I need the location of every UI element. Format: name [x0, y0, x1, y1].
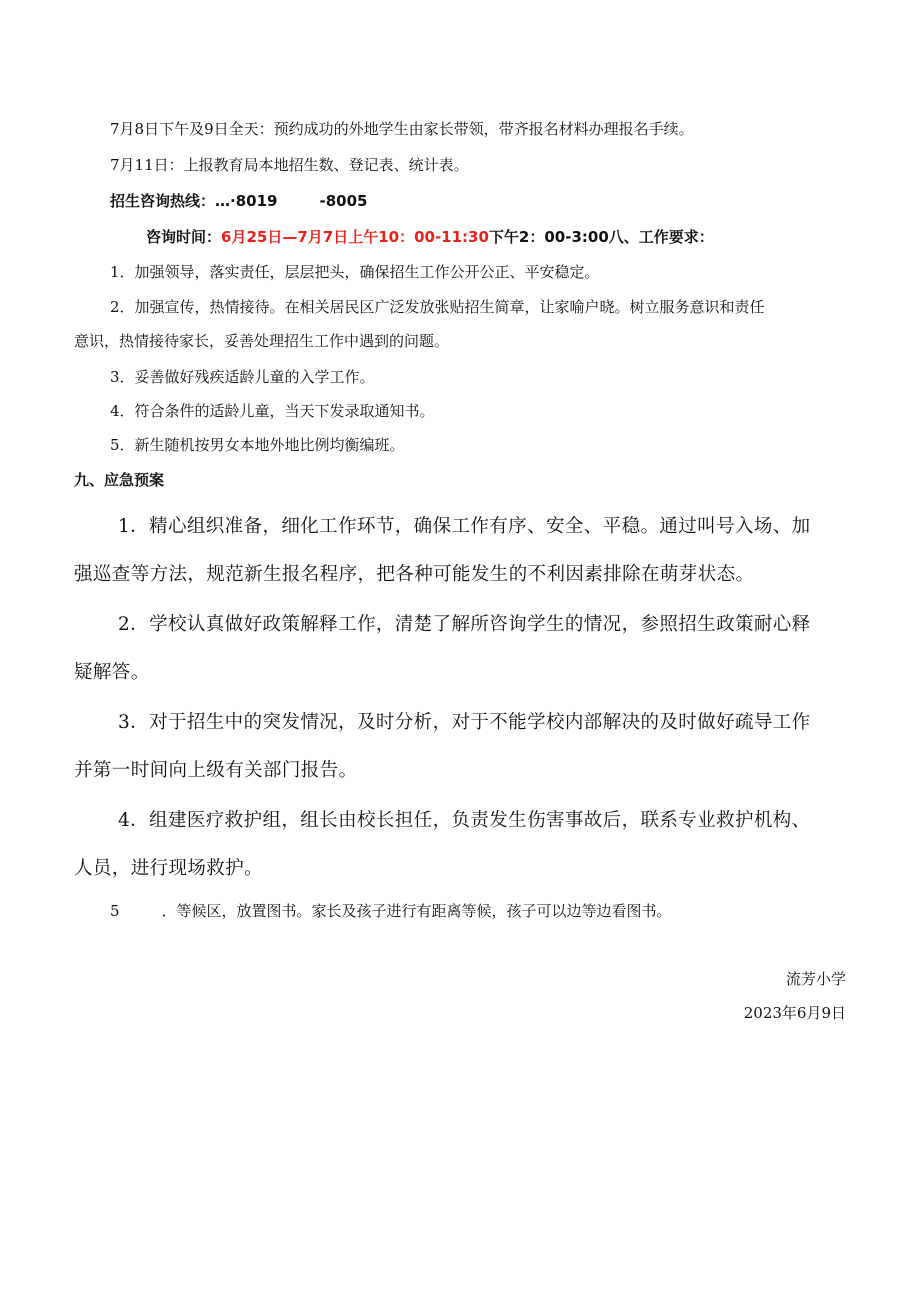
hotline: [110, 190, 367, 211]
requirement-4: 4．符合条件的适龄儿童，当天下发录取通知书。: [110, 402, 435, 420]
signature-date: 2023年6月9日: [743, 1004, 846, 1022]
consult-time: [146, 226, 714, 247]
hotline-label: 招生咨询热线：: [110, 192, 216, 210]
requirement-1: 1．加强领导，落实责任，层层把头，确保招生工作公开公正、平安稳定。: [110, 263, 600, 281]
requirement-2-cont: 意识，热情接待家长，妥善处理招生工作中遇到的问题。: [74, 332, 450, 350]
requirement-5: 5．新生随机按男女本地外地比例均衡编班。: [110, 436, 405, 454]
emergency-4-cont: 人员，进行现场救护。: [74, 858, 264, 879]
emergency-5: [110, 900, 672, 921]
requirement-2: 2．加强宣传，热情接待。在相关居民区广泛发放张贴招生简章，让家喻户晓。树立服务意识和责任: [110, 298, 765, 316]
emergency-3: 3．对于招生中的突发情况，及时分析，对于不能学校内部解决的及时做好疏导工作: [118, 712, 811, 733]
emergency-5-number: 5: [110, 902, 120, 920]
emergency-1-cont: 强巡查等方法，规范新生报名程序，把各种可能发生的不利因素排除在萌芽状态。: [74, 564, 755, 585]
hotline-number-2: -8005: [319, 192, 368, 210]
consult-label: 咨询时间：: [146, 228, 222, 246]
section-9-heading: 九、应急预案: [74, 471, 165, 489]
signature-school: 流芳小学: [785, 970, 846, 988]
hotline-number-1: …·8019: [215, 192, 278, 210]
requirement-3: 3．妥善做好残疾适龄儿童的入学工作。: [110, 368, 375, 386]
consult-period: 6月25日—7月7日上午10：00-11:30: [221, 228, 489, 246]
emergency-5-text: ．等候区，放置图书。家长及孩子进行有距离等候，孩子可以边等边看图书。: [161, 902, 672, 920]
schedule-line-0708: 7月8日下午及9日全天：预约成功的外地学生由家长带领，带齐报名材料办理报名手续。: [110, 120, 694, 138]
emergency-1: 1．精心组织准备，细化工作环节，确保工作有序、安全、平稳。通过叫号入场、加: [118, 516, 811, 537]
consult-afternoon: 下午2：00-3:00: [488, 228, 609, 246]
emergency-3-cont: 并第一时间向上级有关部门报告。: [74, 760, 358, 781]
emergency-2-cont: 疑解答。: [74, 662, 150, 683]
emergency-4: 4．组建医疗救护组，组长由校长担任，负责发生伤害事故后，联系专业救护机构、: [118, 810, 811, 831]
section-8-heading: 八、工作要求：: [608, 228, 714, 246]
schedule-line-0711: 7月11日：上报教育局本地招生数、登记表、统计表。: [110, 156, 469, 174]
emergency-2: 2．学校认真做好政策解释工作，清楚了解所咨询学生的情况，参照招生政策耐心释: [118, 614, 811, 635]
